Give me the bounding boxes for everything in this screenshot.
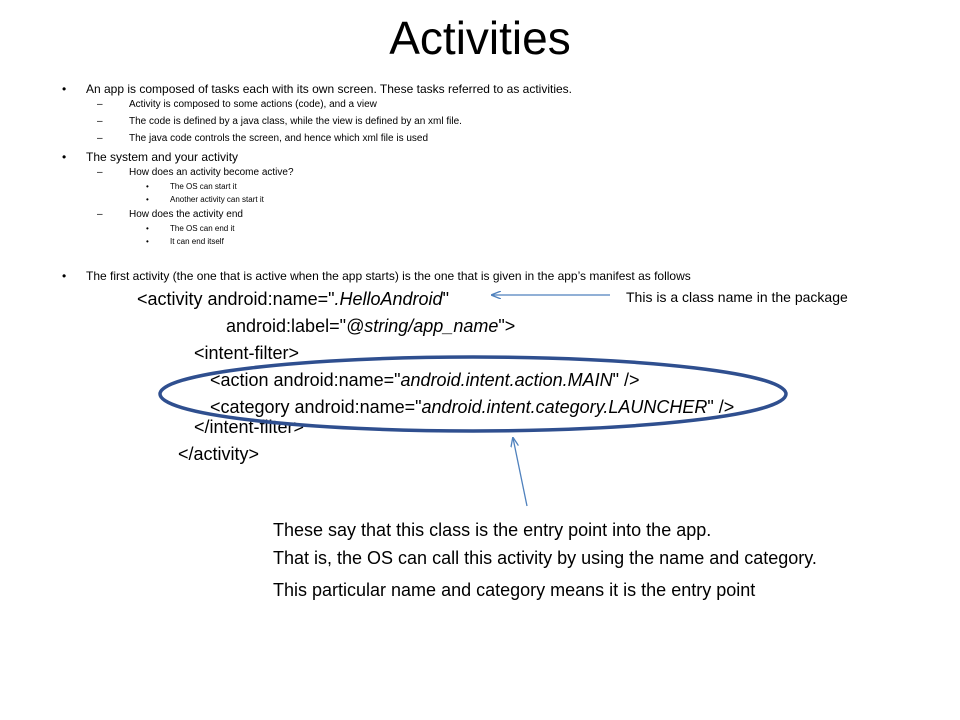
bullet-first-activity: The first activity (the one that is active when the app starts) is the one that is given in the app’s manifest as follows (86, 269, 691, 283)
sub-sub-bullet-os-start: The OS can start it (170, 182, 237, 191)
sub-sub-bullet-activity-start: Another activity can start it (170, 195, 264, 204)
sub-bullet-activity-composition: Activity is composed to some actions (code), and a view (129, 99, 377, 110)
sub-sub-bullet-self-end: It can end itself (170, 237, 224, 246)
entry-point-arrow (513, 438, 527, 506)
dash-marker: – (97, 167, 103, 178)
sub-bullet-activity-end: How does the activity end (129, 209, 243, 220)
bullet-marker: • (62, 269, 67, 283)
entry-point-note-line-2: That is, the OS can call this activity by using the name and category. (273, 548, 817, 568)
code-line-intent-filter-open: <intent-filter> (194, 343, 300, 363)
bullet-marker: • (146, 224, 149, 233)
code-line-category: <category android:name="android.intent.category.LAUNCHER" /> (210, 397, 735, 417)
code-line-action: <action android:name="android.intent.action.MAIN" /> (210, 370, 640, 390)
dash-marker: – (97, 116, 103, 127)
dash-marker: – (97, 99, 103, 110)
bullet-system-activity: The system and your activity (86, 150, 239, 164)
code-line-label: android:label="@string/app_name"> (226, 316, 516, 336)
bullet-apps-tasks: An app is composed of tasks each with its own screen. These tasks referred to as activities. (86, 82, 573, 96)
bullet-marker: • (62, 82, 67, 96)
sub-bullet-code-definition: The code is defined by a java class, while the view is defined by an xml file. (129, 116, 462, 127)
entry-point-note-line-1: These say that this class is the entry point into the app. (273, 520, 712, 540)
dash-marker: – (97, 209, 103, 220)
bullet-marker: • (62, 150, 67, 164)
code-line-intent-filter-close: </intent-filter> (194, 417, 305, 437)
bullet-marker: • (146, 237, 149, 246)
code-line-activity-close: </activity> (178, 444, 260, 464)
sub-bullet-java-controls: The java code controls the screen, and hence which xml file is used (129, 133, 429, 144)
class-name-note: This is a class name in the package (626, 289, 848, 305)
dash-marker: – (97, 133, 103, 144)
bullet-marker: • (146, 195, 149, 204)
entry-point-note-line-3: This particular name and category means it is the entry point (273, 580, 756, 600)
slide-title: Activities (389, 12, 571, 64)
code-line-activity: <activity android:name=".HelloAndroid" (137, 289, 449, 309)
bullet-marker: • (146, 182, 149, 191)
sub-sub-bullet-os-end: The OS can end it (170, 224, 235, 233)
sub-bullet-become-active: How does an activity become active? (129, 167, 294, 178)
